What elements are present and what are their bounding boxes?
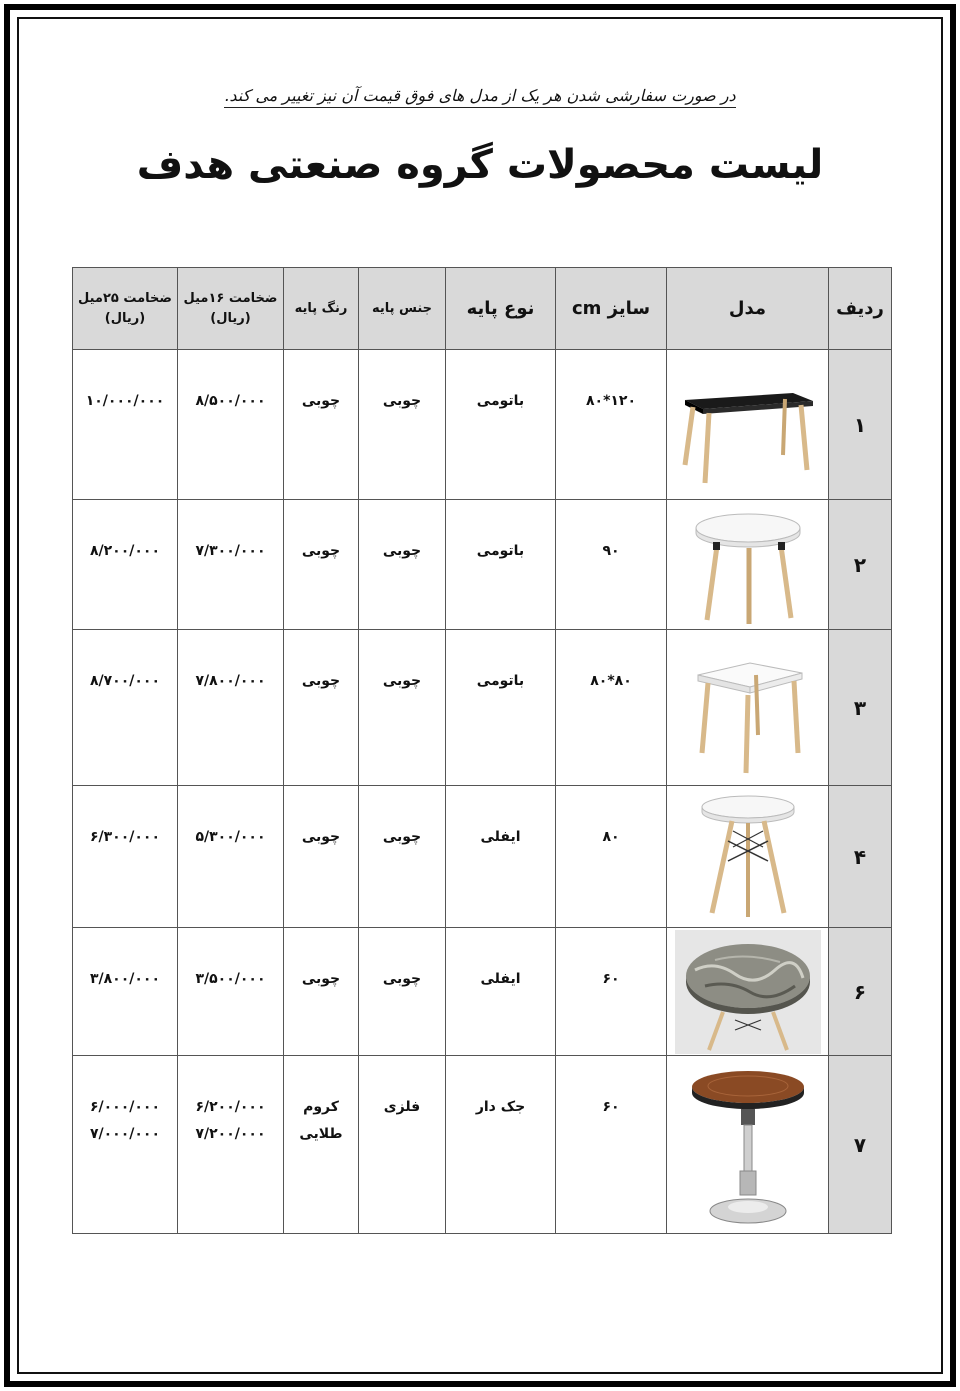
price-25mm-cell: ۶/۳۰۰/۰۰۰	[73, 786, 178, 928]
col-model: مدل	[667, 268, 829, 350]
base-material-cell: چوبی	[359, 786, 446, 928]
base-type-cell: باتومی	[446, 500, 556, 630]
row-number: ۷	[829, 1056, 892, 1234]
base-material-cell: چوبی	[359, 928, 446, 1056]
table-row	[73, 630, 892, 786]
col-base-type: نوع پایه	[446, 268, 556, 350]
price-16mm-cell: ۶/۲۰۰/۰۰۰ ۷/۲۰۰/۰۰۰	[178, 1056, 284, 1234]
col-row-no: ردیف	[829, 268, 892, 350]
page-title: لیست محصولات گروه صنعتی هدف	[136, 142, 824, 188]
size-cell: ۶۰	[556, 928, 667, 1056]
row-number: ۳	[829, 630, 892, 786]
price-16mm-cell: ۵/۳۰۰/۰۰۰	[178, 786, 284, 928]
product-price-table	[72, 267, 892, 1234]
price-25mm-cell: ۸/۷۰۰/۰۰۰	[73, 630, 178, 786]
round-table-white-icon	[683, 502, 813, 628]
model-image	[667, 1056, 829, 1234]
table-row	[73, 786, 892, 928]
col-base-color: رنگ پایه	[284, 268, 359, 350]
row-number: ۲	[829, 500, 892, 630]
table-header-row	[73, 268, 892, 350]
base-material-cell: فلزی	[359, 1056, 446, 1234]
col-price-25mm: ضخامت ۲۵میل (ریال)	[73, 268, 178, 350]
row-number: ۱	[829, 350, 892, 500]
base-material-cell: چوبی	[359, 350, 446, 500]
base-color-cell: چوبی	[284, 350, 359, 500]
price-16mm-cell: ۷/۳۰۰/۰۰۰	[178, 500, 284, 630]
square-table-white-icon	[678, 635, 818, 781]
price-25mm-cell: ۸/۲۰۰/۰۰۰	[73, 500, 178, 630]
price-16mm-cell: ۸/۵۰۰/۰۰۰	[178, 350, 284, 500]
table-row	[73, 500, 892, 630]
eiffel-table-white-icon	[688, 791, 808, 923]
base-type-cell: ایفلی	[446, 786, 556, 928]
model-image	[667, 786, 829, 928]
pedestal-bar-table-icon	[683, 1059, 813, 1231]
base-material-cell: چوبی	[359, 500, 446, 630]
base-color-cell: چوبی	[284, 500, 359, 630]
base-type-cell: باتومی	[446, 630, 556, 786]
price-25mm-cell: ۳/۸۰۰/۰۰۰	[73, 928, 178, 1056]
size-cell: ۹۰	[556, 500, 667, 630]
eiffel-table-marble-icon	[675, 930, 821, 1054]
price-25mm-cell: ۶/۰۰۰/۰۰۰ ۷/۰۰۰/۰۰۰	[73, 1056, 178, 1234]
size-cell: ۱۲۰*۸۰	[556, 350, 667, 500]
base-color-cell: چوبی	[284, 630, 359, 786]
base-type-cell: جک دار	[446, 1056, 556, 1234]
base-type-cell: باتومی	[446, 350, 556, 500]
price-16mm-cell: ۳/۵۰۰/۰۰۰	[178, 928, 284, 1056]
base-material-cell: چوبی	[359, 630, 446, 786]
col-base-material: جنس پایه	[359, 268, 446, 350]
col-size: سایز cm	[556, 268, 667, 350]
model-image	[667, 630, 829, 786]
rect-table-black-icon	[673, 355, 823, 495]
table-row	[73, 350, 892, 500]
base-type-cell: ایفلی	[446, 928, 556, 1056]
table-row	[73, 1056, 892, 1234]
base-color-cell: چوبی	[284, 786, 359, 928]
price-25mm-cell: ۱۰/۰۰۰/۰۰۰	[73, 350, 178, 500]
row-number: ۶	[829, 928, 892, 1056]
base-color-cell: چوبی	[284, 928, 359, 1056]
row-number: ۴	[829, 786, 892, 928]
size-cell: ۸۰*۸۰	[556, 630, 667, 786]
model-image	[667, 500, 829, 630]
customization-note: در صورت سفارشی شدن هر یک از مدل های فوق قیمت آن نیز تغییر می کند.	[200, 86, 760, 105]
table-row	[73, 928, 892, 1056]
base-color-cell: کروم طلایی	[284, 1056, 359, 1234]
price-16mm-cell: ۷/۸۰۰/۰۰۰	[178, 630, 284, 786]
size-cell: ۶۰	[556, 1056, 667, 1234]
model-image	[667, 350, 829, 500]
col-price-16mm: ضخامت ۱۶میل (ریال)	[178, 268, 284, 350]
model-image	[667, 928, 829, 1056]
size-cell: ۸۰	[556, 786, 667, 928]
